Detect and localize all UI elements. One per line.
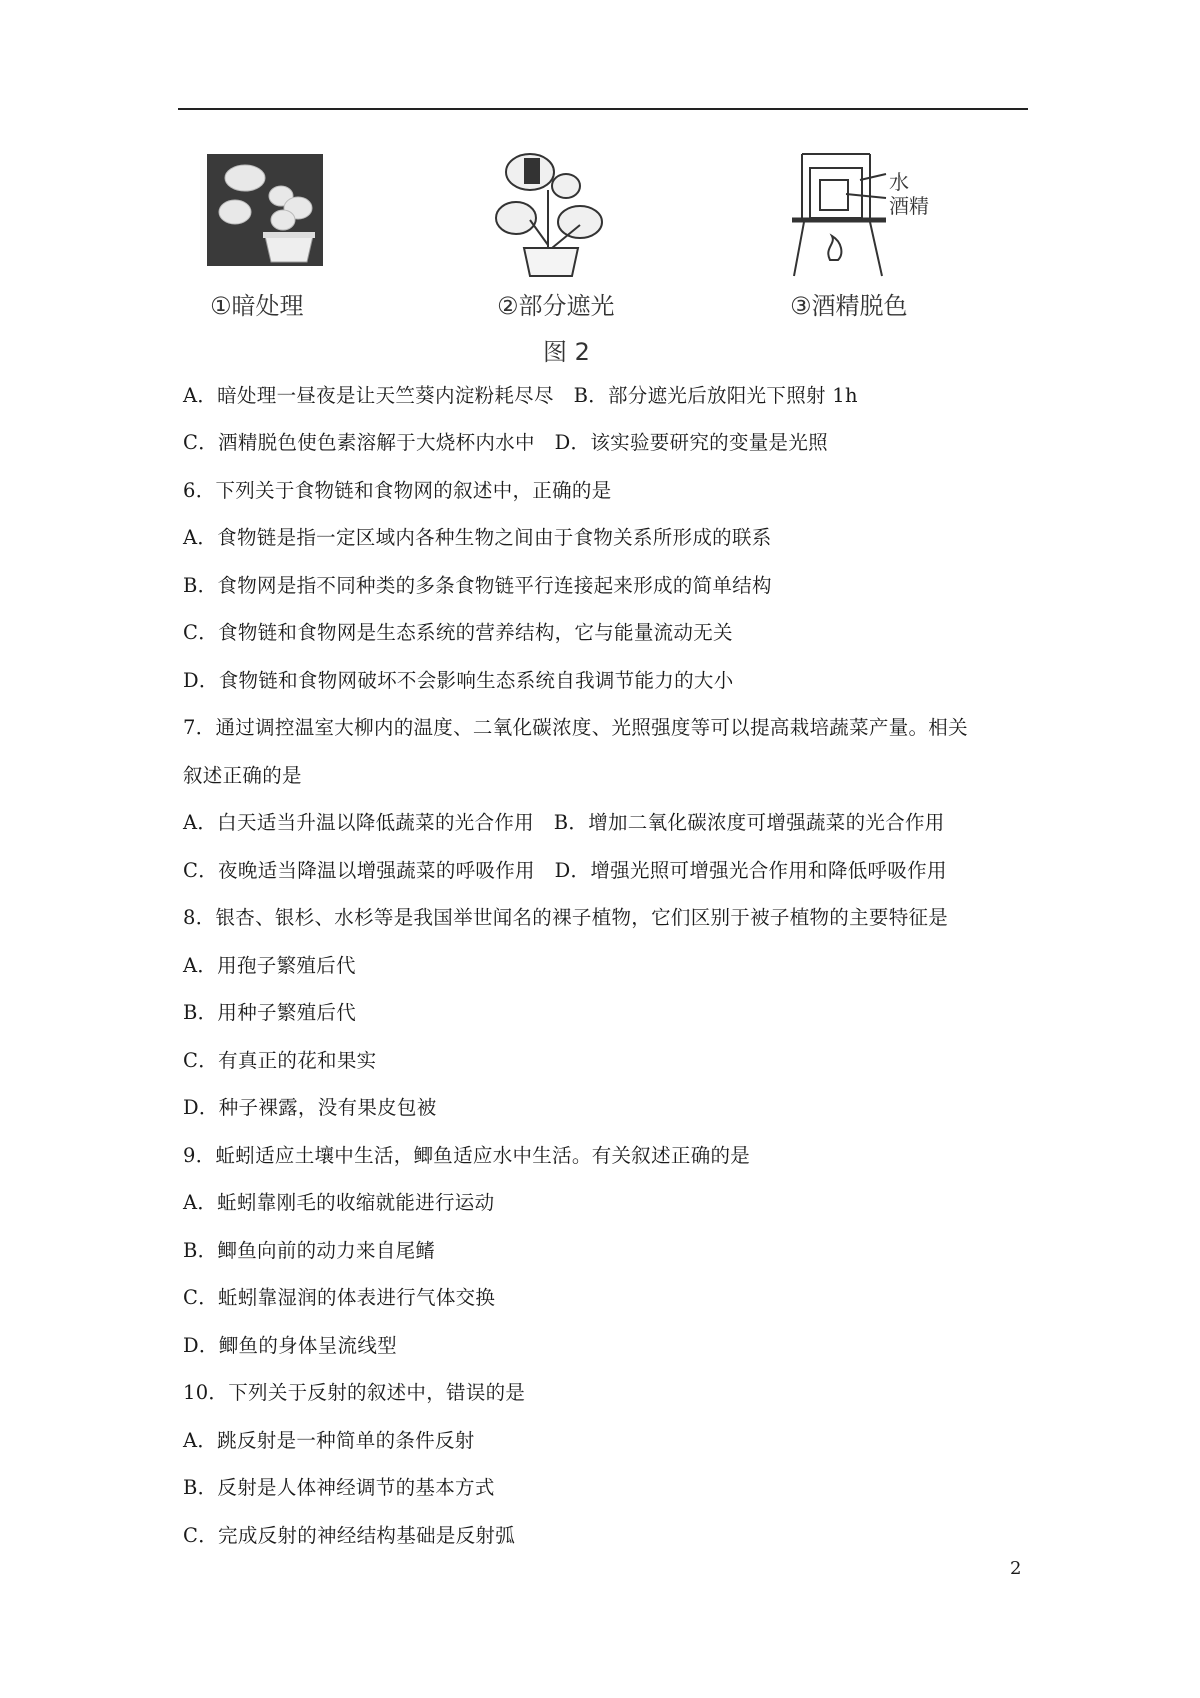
q10-option-c: C．完成反射的神经结构基础是反射弧	[183, 1524, 516, 1547]
q9-option-b: B．鲫鱼向前的动力来自尾鳍	[183, 1239, 436, 1262]
q6-option-a: A．食物链是指一定区域内各种生物之间由于食物关系所形成的联系	[183, 526, 772, 549]
label-water: 水	[889, 170, 909, 194]
q9-option-c: C．蚯蚓靠湿润的体表进行气体交换	[183, 1286, 496, 1309]
q9-option-d: D．鲫鱼的身体呈流线型	[183, 1334, 397, 1357]
q10-option-a: A．跳反射是一种简单的条件反射	[183, 1429, 475, 1452]
q6-option-b: B．食物网是指不同种类的多条食物链平行连接起来形成的简单结构	[183, 574, 772, 597]
q10-stem: 10．下列关于反射的叙述中，错误的是	[183, 1381, 526, 1404]
q8-option-c: C．有真正的花和果实	[183, 1049, 377, 1072]
q6-option-c: C．食物链和食物网是生态系统的营养结构，它与能量流动无关	[183, 621, 733, 644]
figure-panel-partial-shading	[490, 150, 610, 280]
panel1-caption: ①暗处理	[210, 292, 304, 320]
label-alcohol: 酒精	[889, 194, 929, 218]
panel3-caption: ③酒精脱色	[790, 292, 908, 320]
figure-title: 图 2	[543, 338, 590, 366]
header-rule	[178, 108, 1028, 110]
q8-stem: 8．银杏、银杉、水杉等是我国举世闻名的裸子植物，它们区别于被子植物的主要特征是	[183, 906, 949, 929]
q9-stem: 9．蚯蚓适应土壤中生活，鲫鱼适应水中生活。有关叙述正确的是	[183, 1144, 751, 1167]
q6-stem: 6．下列关于食物链和食物网的叙述中，正确的是	[183, 479, 612, 502]
q7-options-cd: C．夜晚适当降温以增强蔬菜的呼吸作用 D．增强光照可增强光合作用和降低呼吸作用	[183, 859, 947, 882]
panel2-caption: ②部分遮光	[497, 292, 615, 320]
page-number: 2	[1010, 1558, 1022, 1579]
q7-stem-line2: 叙述正确的是	[183, 764, 302, 787]
q9-option-a: A．蚯蚓靠刚毛的收缩就能进行运动	[183, 1191, 495, 1214]
q6-option-d: D．食物链和食物网破坏不会影响生态系统自我调节能力的大小	[183, 669, 734, 692]
figure-panel-dark-treatment	[205, 150, 325, 270]
q5-options-cd: C．酒精脱色使色素溶解于大烧杯内水中 D．该实验要研究的变量是光照	[183, 431, 828, 454]
q5-options-ab: A．暗处理一昼夜是让天竺葵内淀粉耗尽尽 B．部分遮光后放阳光下照射 1h	[183, 384, 858, 407]
q8-option-b: B．用种子繁殖后代	[183, 1001, 357, 1024]
q8-option-a: A．用孢子繁殖后代	[183, 954, 356, 977]
q8-option-d: D．种子裸露，没有果皮包被	[183, 1096, 437, 1119]
q7-stem-line1: 7．通过调控温室大柳内的温度、二氧化碳浓度、光照强度等可以提高栽培蔬菜产量。相关	[183, 716, 968, 739]
q7-options-ab: A．白天适当升温以降低蔬菜的光合作用 B．增加二氧化碳浓度可增强蔬菜的光合作用	[183, 811, 945, 834]
q10-option-b: B．反射是人体神经调节的基本方式	[183, 1476, 495, 1499]
